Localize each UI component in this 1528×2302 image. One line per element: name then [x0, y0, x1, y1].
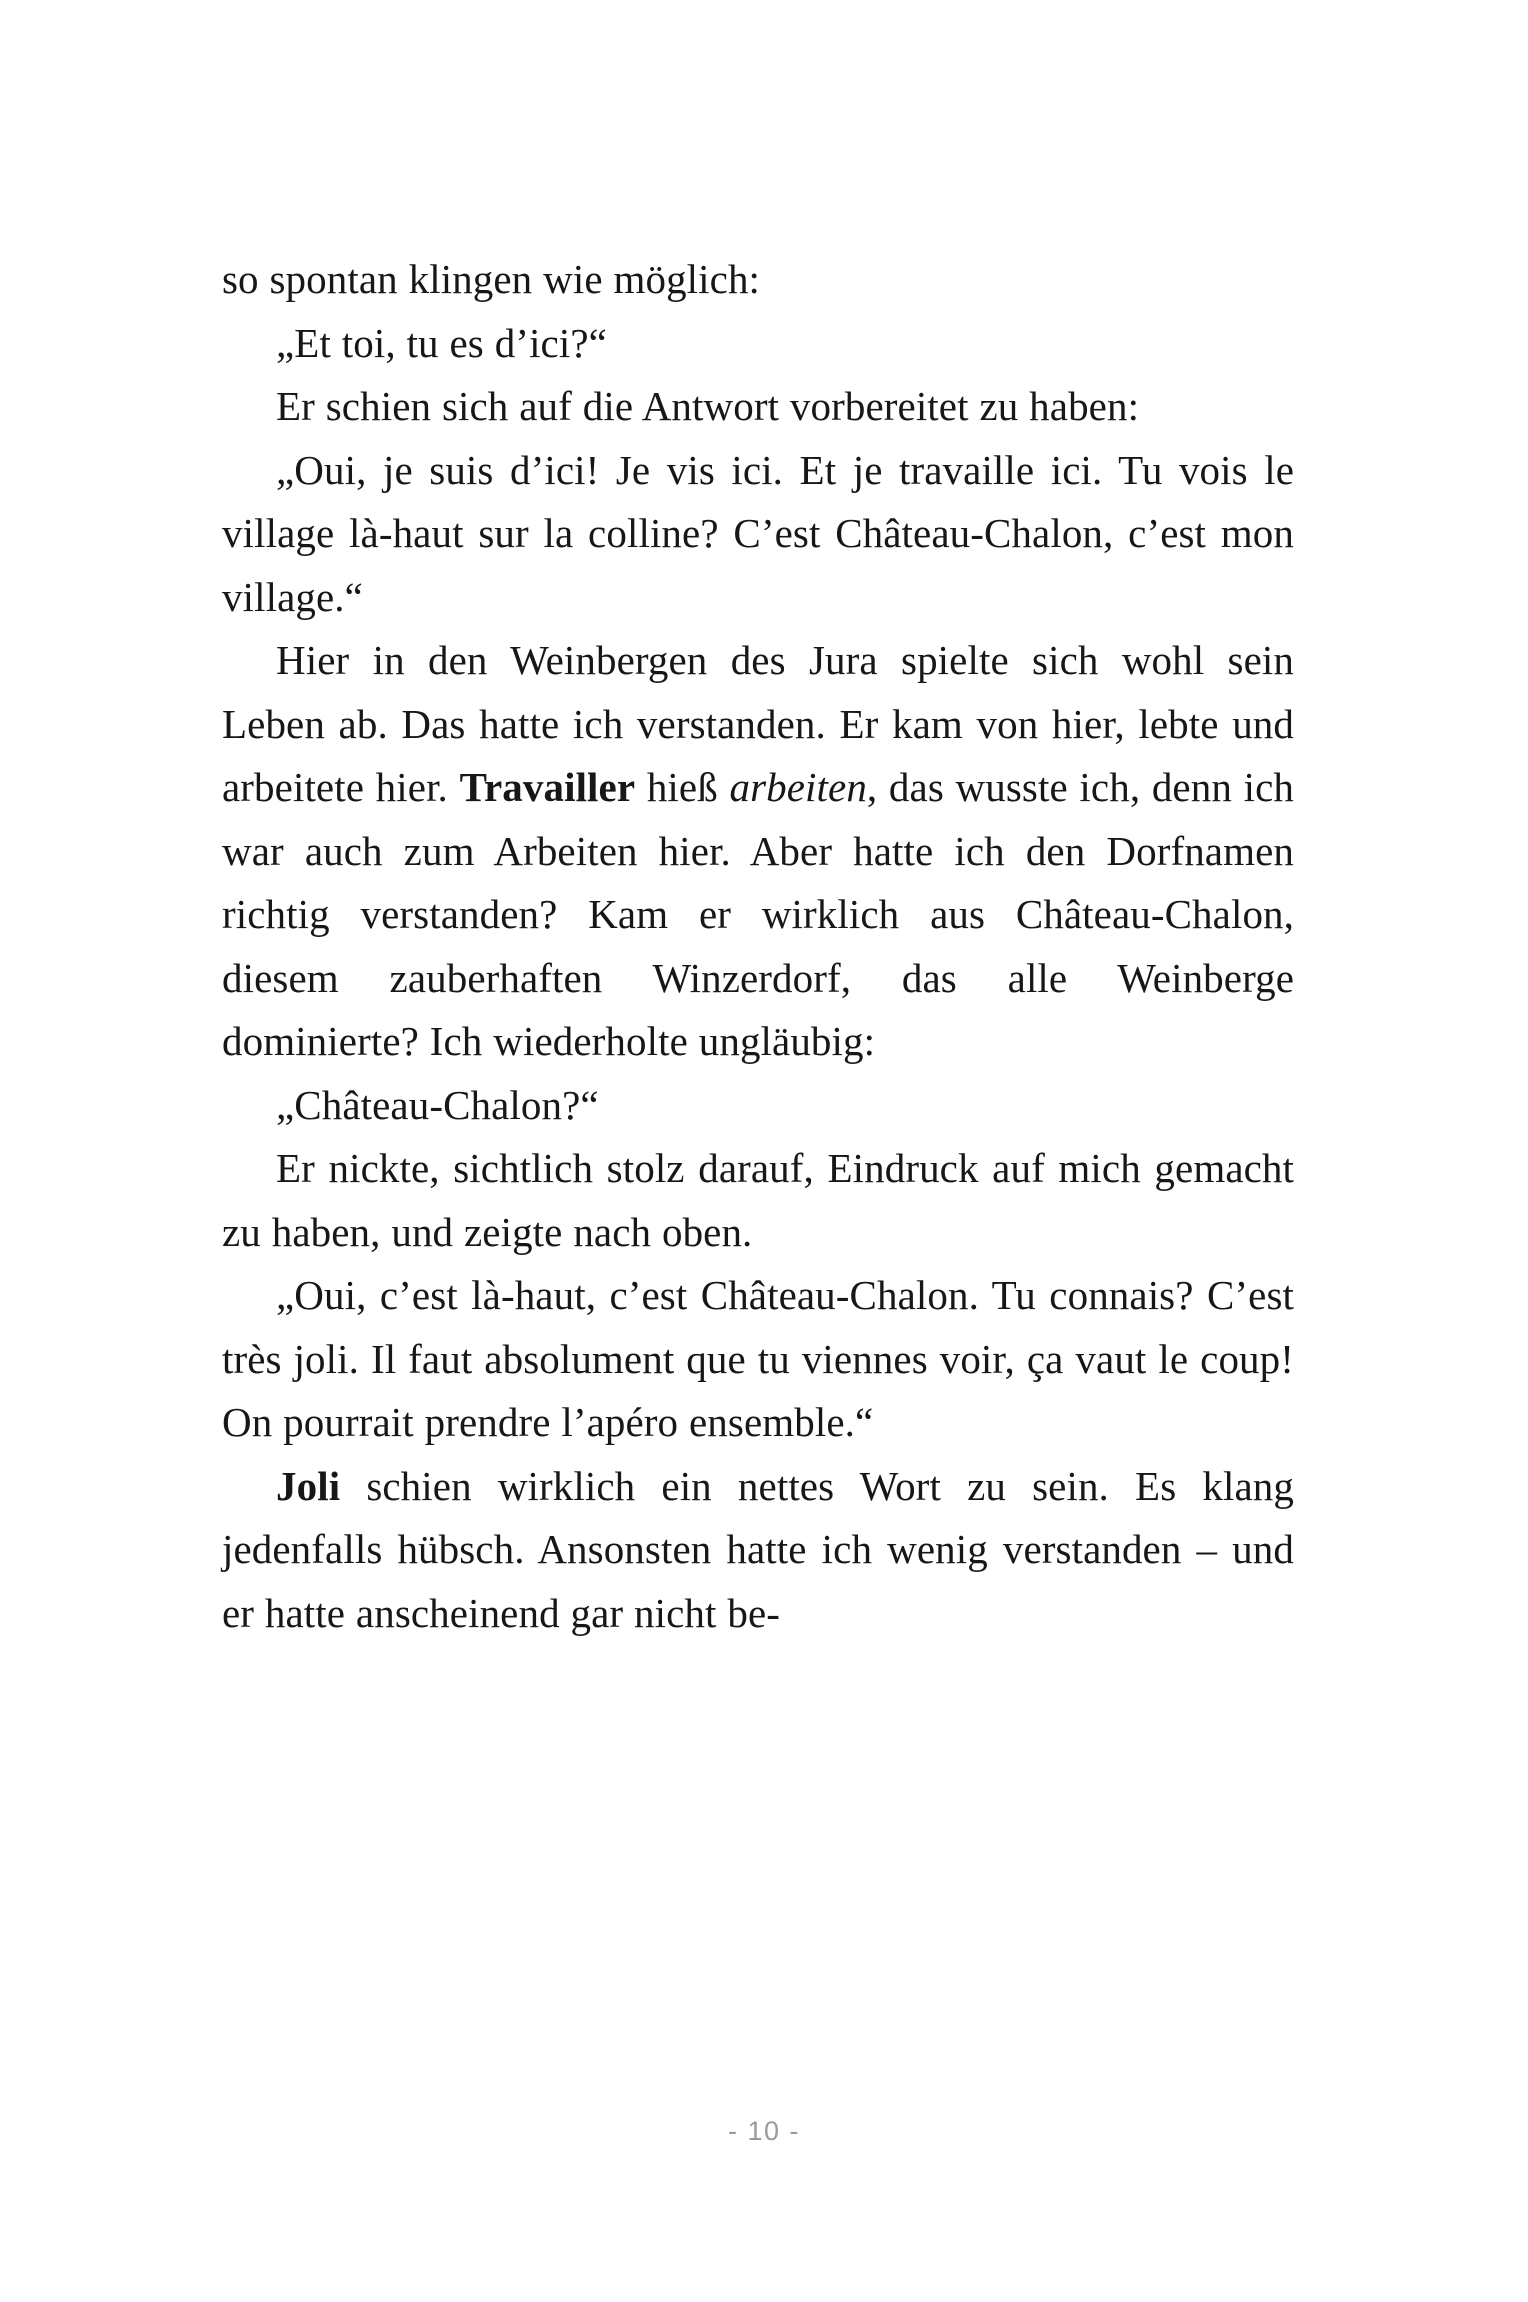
run-text: Hier in den Weinbergen des Jura spielte sich wohl sein Leben ab. Das hatte ich verstanden. Er kam von hier, lebte und arbeitete hier.: [222, 637, 1294, 810]
paragraph-6-dialogue: „Château-Chalon?“: [276, 1081, 599, 1128]
run-bold-travailler: Travailler: [459, 764, 636, 810]
paragraph-2-dialogue: „Et toi, tu es d’ici?“: [276, 319, 607, 366]
run-italic-arbeiten: arbeiten: [729, 764, 867, 810]
body-text-column: [222, 248, 1294, 1645]
page-number: - 10 -: [727, 2116, 801, 2146]
paragraph-9-runs: [222, 1455, 1294, 1646]
run-text: hieß: [635, 764, 730, 810]
paragraph-5-runs: [222, 629, 1294, 1074]
run-text: , das wusste ich, denn ich war auch zum Arbeiten hier. Aber hatte ich den Dorfnamen richtig verstanden? Kam er wirklich aus Château-Chalon, diesem zauberhaften Winzerdorf, das alle Weinberge dominierte? Ich wiederholte ungläubig:: [222, 764, 1294, 1064]
paragraph-3: Er schien sich auf die Antwort vorbereitet zu haben:: [276, 383, 1140, 429]
paragraph-8-dialogue: „Oui, c’est là-haut, c’est Château-Chalon. Tu connais? C’est très joli. Il faut absolument que tu viennes voir, ça vaut le coup! On pourrait prendre l’apéro ensemble.“: [222, 1272, 1294, 1445]
paragraph-1: so spontan klingen wie möglich:: [222, 256, 761, 302]
paragraph-7: Er nickte, sichtlich stolz darauf, Eindruck auf mich gemacht zu haben, und zeigte nach oben.: [222, 1145, 1294, 1255]
run-bold-joli: Joli: [276, 1462, 341, 1509]
run-text: schien wirklich ein nettes Wort zu sein. Es klang jedenfalls hübsch. Ansonsten hatte ich wenig verstanden – und er hatte anscheinend gar nicht be-: [222, 1462, 1294, 1636]
paragraph-4-dialogue: „Oui, je suis d’ici! Je vis ici. Et je travaille ici. Tu vois le village là-haut sur la colline? C’est Château-Chalon, c’est mon village.“: [222, 446, 1294, 620]
